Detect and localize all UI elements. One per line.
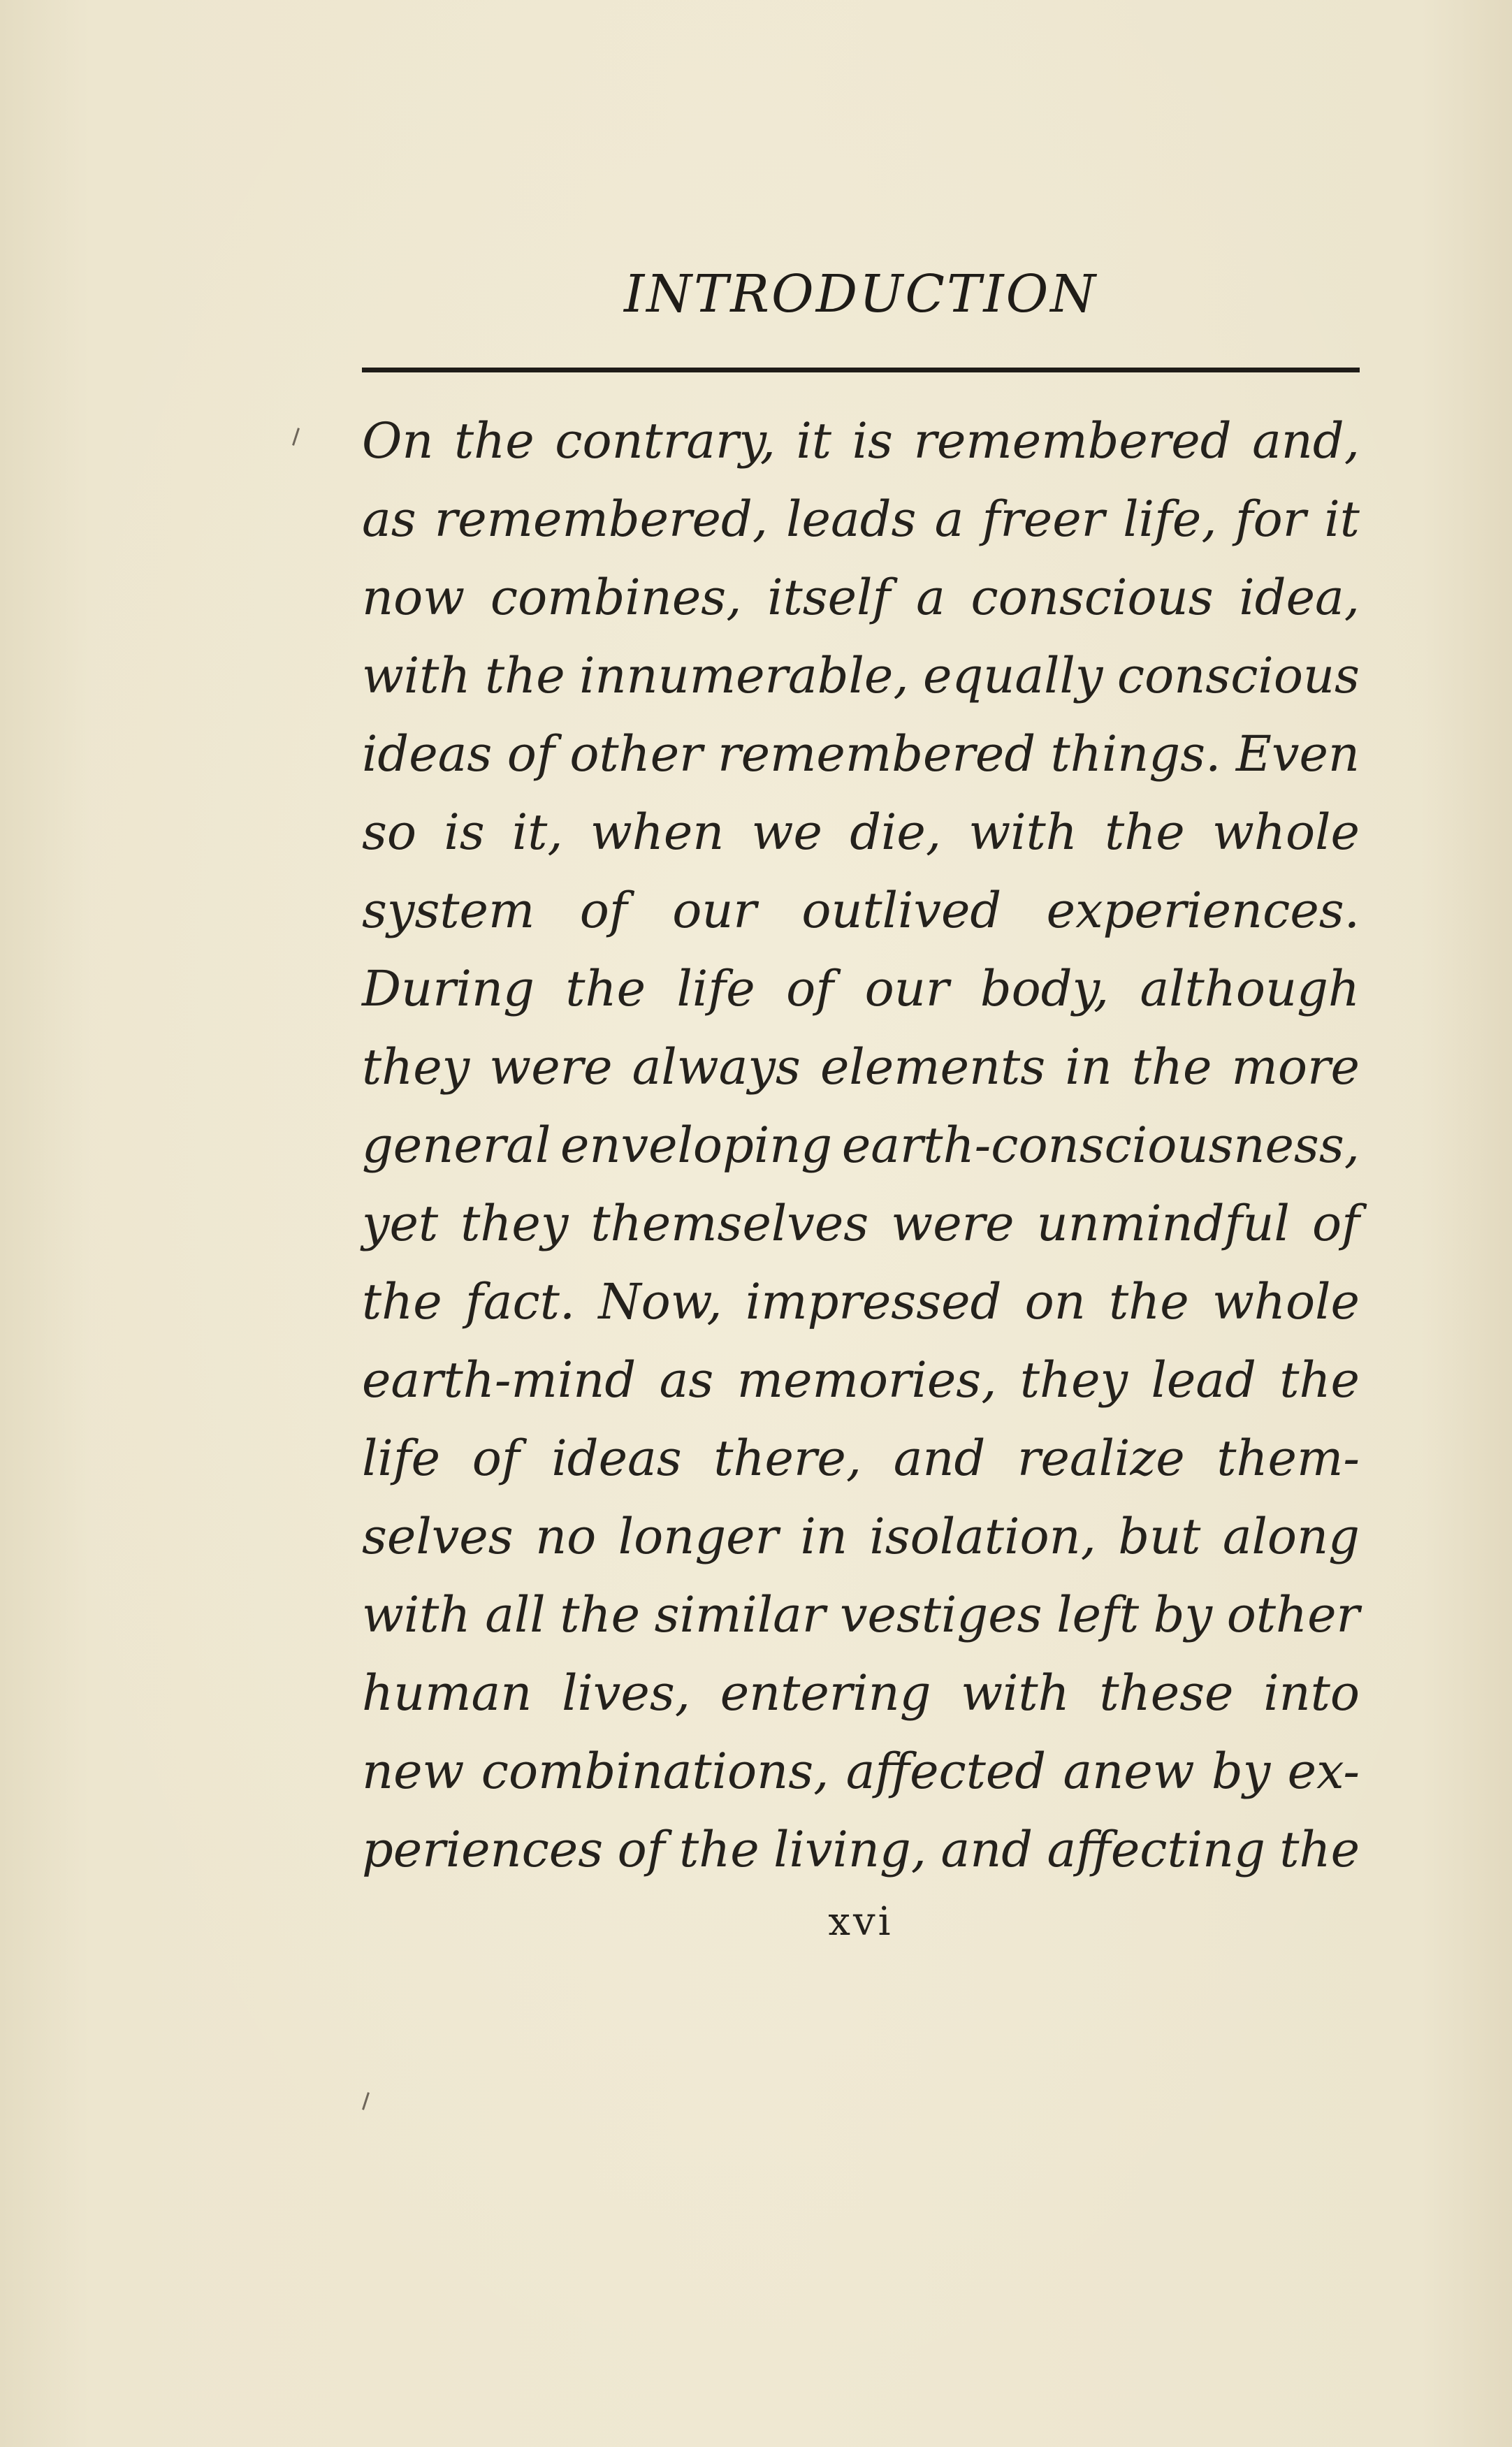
word: body,: [980, 960, 1110, 1017]
word: the: [362, 1273, 442, 1330]
word: innumerable,: [579, 647, 909, 704]
word: life,: [1123, 491, 1217, 548]
word: anew: [1063, 1743, 1195, 1800]
word: Now,: [598, 1273, 722, 1330]
word: a: [916, 569, 945, 626]
word: these: [1099, 1664, 1234, 1722]
word: longer: [618, 1508, 779, 1565]
word: on: [1024, 1273, 1086, 1330]
word: of: [579, 882, 627, 939]
word: new: [362, 1743, 465, 1800]
word: as: [659, 1351, 714, 1409]
text-line: [362, 950, 1360, 1028]
text-line: [362, 1732, 1360, 1810]
word: equally: [923, 647, 1103, 704]
word: the: [454, 412, 535, 470]
word: On: [362, 412, 434, 470]
word: memories,: [736, 1351, 997, 1409]
word: our: [672, 882, 757, 939]
word: human: [362, 1664, 532, 1722]
text-line: [362, 637, 1360, 715]
paper-speck: [292, 428, 300, 446]
word: for: [1235, 491, 1307, 548]
word: them-: [1216, 1430, 1360, 1487]
word: with: [968, 804, 1077, 861]
text-line: [362, 1497, 1360, 1576]
word: fact.: [465, 1273, 576, 1330]
text-line: [362, 1028, 1360, 1106]
word: idea,: [1239, 569, 1360, 626]
word: whole: [1212, 804, 1360, 861]
word: and: [940, 1821, 1033, 1878]
paper-speck: [362, 2092, 370, 2110]
word: freer: [982, 491, 1105, 548]
text-line: [362, 871, 1360, 950]
word: our: [864, 960, 950, 1017]
text-line: [362, 793, 1360, 871]
word: by: [1153, 1586, 1213, 1643]
word: into: [1263, 1664, 1360, 1722]
word: themselves: [590, 1195, 869, 1252]
word: combinations,: [481, 1743, 829, 1800]
word: itself: [767, 569, 891, 626]
word: although: [1140, 960, 1360, 1017]
word: outlived: [801, 882, 1002, 939]
word: and: [893, 1430, 986, 1487]
word: when: [590, 804, 725, 861]
word: is: [444, 804, 485, 861]
word: the: [679, 1821, 759, 1878]
word: but: [1118, 1508, 1201, 1565]
word: remembered,: [434, 491, 769, 548]
word: impressed: [745, 1273, 1002, 1330]
word: the: [1109, 1273, 1189, 1330]
word: were: [891, 1195, 1015, 1252]
word: remembered: [913, 412, 1232, 470]
text-line: [362, 1106, 1360, 1184]
word: they: [362, 1038, 470, 1096]
word: no: [535, 1508, 597, 1565]
word: remembered: [718, 725, 1036, 783]
word: whole: [1212, 1273, 1360, 1330]
word: selves: [362, 1508, 514, 1565]
word: and,: [1252, 412, 1360, 470]
word: it,: [511, 804, 563, 861]
word: now: [362, 569, 465, 626]
word: ideas: [362, 725, 493, 783]
word: ex-: [1287, 1743, 1360, 1800]
word: they: [460, 1195, 569, 1252]
text-line: [362, 715, 1360, 793]
word: other: [569, 725, 703, 783]
header-rule: [362, 368, 1360, 372]
text-line: [362, 1576, 1360, 1654]
word: it: [1324, 491, 1360, 548]
word: realize: [1017, 1430, 1185, 1487]
word: with: [362, 647, 471, 704]
word: is: [852, 412, 893, 470]
word: along: [1222, 1508, 1360, 1565]
word: experiences.: [1046, 882, 1360, 939]
word: contrary,: [555, 412, 776, 470]
word: of: [786, 960, 834, 1017]
word: all: [485, 1586, 546, 1643]
word: During: [362, 960, 535, 1017]
word: other: [1226, 1586, 1360, 1643]
word: similar: [654, 1586, 826, 1643]
word: Even: [1235, 725, 1360, 783]
word: yet: [362, 1195, 439, 1252]
text-line: [362, 558, 1360, 637]
word: there,: [713, 1430, 862, 1487]
word: enveloping: [560, 1117, 833, 1174]
word: the: [1279, 1821, 1360, 1878]
text-line: [362, 1654, 1360, 1732]
word: combines,: [490, 569, 742, 626]
word: of: [617, 1821, 665, 1878]
word: we: [751, 804, 822, 861]
word: the: [1279, 1351, 1360, 1409]
word: life: [676, 960, 755, 1017]
text-line: [362, 1810, 1360, 1889]
word: the: [1105, 804, 1185, 861]
word: periences: [362, 1821, 604, 1878]
word: things.: [1050, 725, 1221, 783]
word: system: [362, 882, 535, 939]
word: of: [472, 1430, 520, 1487]
word: of: [1311, 1195, 1360, 1252]
text-line: [362, 1263, 1360, 1341]
text-line: [362, 480, 1360, 558]
word: lead: [1151, 1351, 1256, 1409]
word: affected: [845, 1743, 1047, 1800]
word: isolation,: [869, 1508, 1096, 1565]
word: left: [1056, 1586, 1140, 1643]
word: the: [565, 960, 646, 1017]
word: it: [796, 412, 832, 470]
body-text: [362, 402, 1360, 1889]
word: vestiges: [839, 1586, 1042, 1643]
word: die,: [850, 804, 942, 861]
word: always: [632, 1038, 801, 1096]
word: of: [507, 725, 555, 783]
word: lives,: [562, 1664, 690, 1722]
word: life: [362, 1430, 441, 1487]
word: so: [362, 804, 417, 861]
word: the: [484, 647, 565, 704]
word: in: [800, 1508, 848, 1565]
text-line: [362, 1341, 1360, 1419]
word: by: [1211, 1743, 1271, 1800]
running-header: INTRODUCTION: [623, 264, 1098, 324]
word: living,: [773, 1821, 927, 1878]
word: elements: [820, 1038, 1046, 1096]
word: with: [362, 1586, 471, 1643]
page-number: xvi: [828, 1899, 894, 1945]
word: the: [1131, 1038, 1212, 1096]
text-line: [362, 402, 1360, 480]
word: earth-consciousness,: [841, 1117, 1360, 1174]
word: as: [362, 491, 416, 548]
word: leads: [786, 491, 917, 548]
word: conscious: [1117, 647, 1360, 704]
word: general: [362, 1117, 551, 1174]
text-line: [362, 1419, 1360, 1497]
text-line: [362, 1184, 1360, 1263]
word: a: [934, 491, 964, 548]
word: earth-mind: [362, 1351, 637, 1409]
word: conscious: [971, 569, 1214, 626]
word: in: [1065, 1038, 1112, 1096]
word: unmindful: [1036, 1195, 1290, 1252]
word: with: [961, 1664, 1070, 1722]
word: more: [1231, 1038, 1360, 1096]
word: they: [1019, 1351, 1128, 1409]
word: ideas: [551, 1430, 682, 1487]
word: were: [489, 1038, 613, 1096]
word: entering: [720, 1664, 931, 1722]
word: affecting: [1047, 1821, 1265, 1878]
word: the: [560, 1586, 640, 1643]
